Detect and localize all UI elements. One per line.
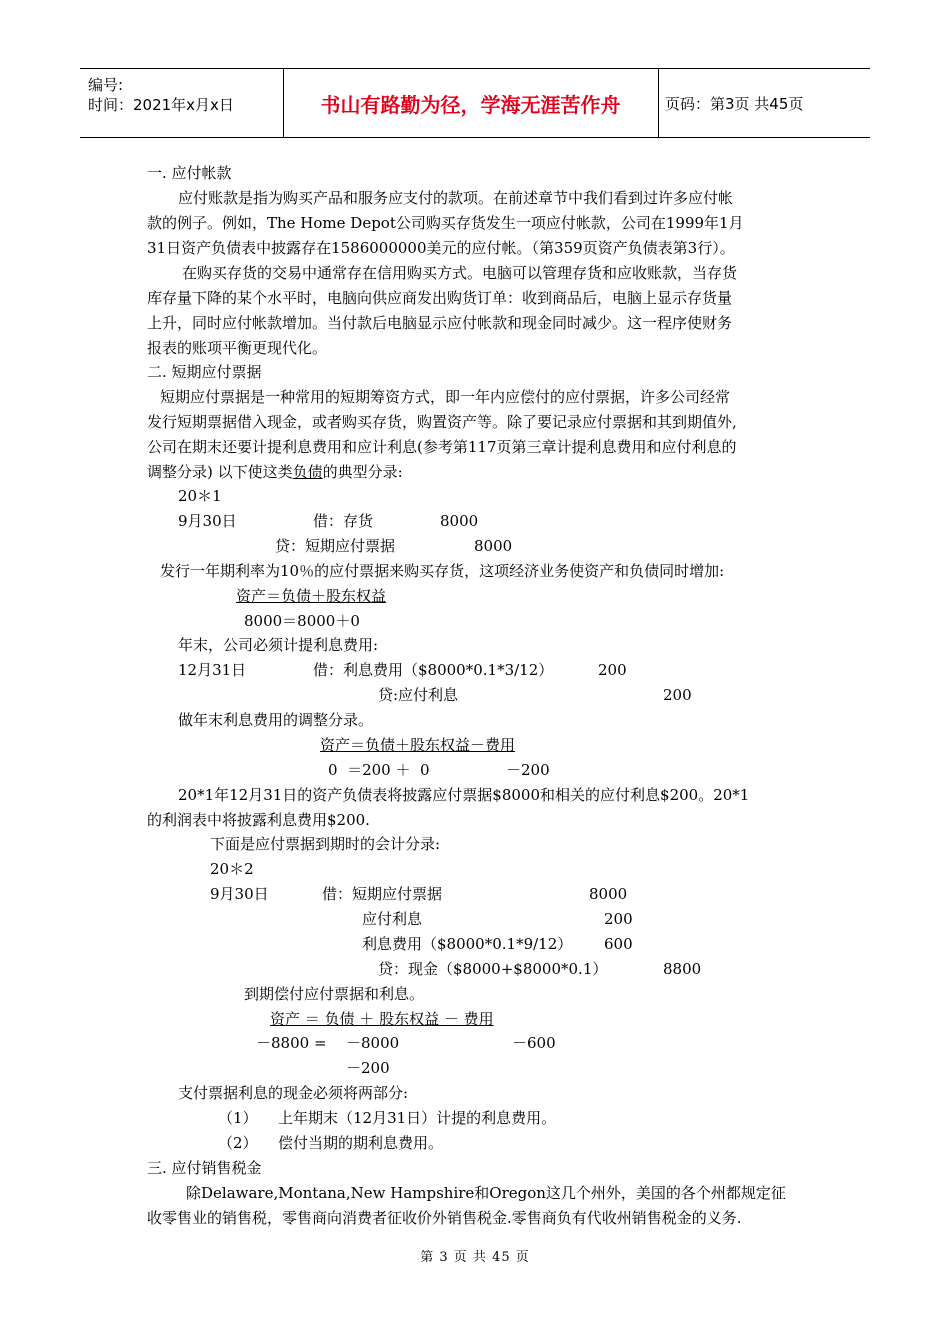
entry-debit: 借：存货 bbox=[313, 512, 374, 530]
header-page-label: 页码：第3页 共45页 bbox=[665, 94, 804, 113]
equation-header: 资产＝负债＋股东权益 bbox=[236, 587, 387, 605]
section-heading: 一. 应付帐款 bbox=[147, 164, 232, 182]
underlined-term: 负债 bbox=[292, 463, 323, 481]
paragraph-line: 公司在期末还要计提利息费用和应计利息(参考第117页第三章计提利息费用和应付利息的 bbox=[147, 438, 737, 456]
equation-header: 资产＝负债＋股东权益－费用 bbox=[320, 736, 516, 754]
equation-values: －200 bbox=[346, 1059, 390, 1077]
paragraph-line: 下面是应付票据到期时的会计分录: bbox=[210, 835, 441, 853]
equation-values: －8800 = bbox=[256, 1034, 327, 1052]
paragraph-line bbox=[147, 462, 403, 482]
section-heading: 三. 应付销售税金 bbox=[147, 1159, 262, 1177]
paragraph-line: 收零售业的销售税，零售商向消费者征收价外销售税金.零售商负有代收州销售税金的义务. bbox=[147, 1209, 742, 1227]
entry-date: 9月30日 bbox=[210, 885, 269, 903]
header-motto: 书山有路勤为径，学海无涯苦作舟 bbox=[320, 92, 621, 117]
paragraph-line: 款的例子。例如，The Home Depot公司购买存货发生一项应付帐款，公司在1999年1月 bbox=[147, 214, 744, 232]
entry-debit: 应付利息 bbox=[362, 910, 423, 928]
paragraph-line: 短期应付票据是一种常用的短期筹资方式，即一年内应偿付的应付票据，许多公司经常 bbox=[160, 388, 731, 406]
list-item: 上年期末（12月31日）计提的利息费用。 bbox=[278, 1109, 557, 1127]
entry-debit: 利息费用（$8000*0.1*9/12） bbox=[362, 935, 573, 953]
equation-values: 8000＝8000＋0 bbox=[244, 612, 360, 630]
header-divider bbox=[658, 69, 659, 137]
entry-amount: 200 bbox=[604, 910, 633, 928]
entry-date: 9月30日 bbox=[178, 512, 237, 530]
list-marker: （1） bbox=[218, 1109, 258, 1127]
equation-values: －200 bbox=[506, 761, 550, 779]
equation-values: －8000 bbox=[346, 1034, 400, 1052]
entry-date: 12月31日 bbox=[178, 661, 247, 679]
equation-values: －600 bbox=[512, 1034, 556, 1052]
equation-header: 资产 ＝ 负债 ＋ 股东权益 － 费用 bbox=[270, 1010, 494, 1028]
paragraph-line: 支付票据利息的现金必须将两部分: bbox=[178, 1084, 409, 1102]
section-heading: 二. 短期应付票据 bbox=[147, 363, 262, 381]
entry-amount: 200 bbox=[663, 686, 692, 704]
paragraph-text: 调整分录) 以下使这类 bbox=[147, 463, 293, 481]
page-header bbox=[80, 68, 870, 138]
paragraph-line: 发行短期票据借入现金，或者购买存货，购置资产等。除了要记录应付票据和其到期值外, bbox=[147, 413, 737, 431]
time-label: 时间：2021年x月x日 bbox=[88, 96, 234, 114]
paragraph-line: 到期偿付应付票据和利息。 bbox=[244, 985, 425, 1003]
paragraph-text: 的典型分录: bbox=[322, 463, 403, 481]
equation-values: 0 ＝200 ＋ 0 bbox=[328, 761, 430, 779]
list-item: 偿付当期的期利息费用。 bbox=[278, 1134, 444, 1152]
paragraph-line: 的利润表中将披露利息费用$200. bbox=[147, 811, 370, 829]
paragraph-line: 上升，同时应付帐款增加。当付款后电脑显示应付帐款和现金同时减少。这一程序使财务 bbox=[147, 314, 733, 332]
paragraph-line: 在购买存货的交易中通常存在信用购买方式。电脑可以管理存货和应收账款，当存货 bbox=[182, 264, 738, 282]
paragraph-line: 报表的账项平衡更现代化。 bbox=[147, 339, 328, 357]
paragraph-line: 20*1年12月31日的资产负债表将披露应付票据$8000和相关的应付利息$200。20*1 bbox=[178, 786, 750, 804]
entry-credit: 贷:应付利息 bbox=[378, 686, 459, 704]
paragraph-line: 做年末利息费用的调整分录。 bbox=[178, 711, 374, 729]
page-footer: 第 3 页 共 45 页 bbox=[420, 1250, 530, 1265]
entry-amount: 8000 bbox=[589, 885, 628, 903]
paragraph-line: 发行一年期利率为10％的应付票据来购买存货，这项经济业务使资产和负债同时增加: bbox=[160, 562, 725, 580]
entry-credit: 贷：短期应付票据 bbox=[275, 537, 396, 555]
entry-amount: 200 bbox=[598, 661, 627, 679]
entry-year: 20＊2 bbox=[210, 860, 254, 878]
entry-year: 20＊1 bbox=[178, 487, 222, 505]
entry-amount: 8000 bbox=[474, 537, 513, 555]
entry-amount: 600 bbox=[604, 935, 633, 953]
paragraph-line: 31日资产负债表中披露存在1586000000美元的应付帐。（第359页资产负债表第3行）。 bbox=[147, 239, 735, 257]
paragraph-line: 库存量下降的某个水平时，电脑向供应商发出购货订单：收到商品后，电脑上显示存货量 bbox=[147, 289, 733, 307]
paragraph-line: 年末，公司必须计提利息费用: bbox=[178, 636, 379, 654]
number-label: 编号: bbox=[88, 76, 124, 94]
entry-debit: 借：利息费用（$8000*0.1*3/12） bbox=[313, 661, 554, 679]
list-marker: （2） bbox=[218, 1134, 258, 1152]
entry-amount: 8800 bbox=[663, 960, 702, 978]
entry-amount: 8000 bbox=[440, 512, 479, 530]
entry-debit: 借：短期应付票据 bbox=[322, 885, 443, 903]
paragraph-line: 应付账款是指为购买产品和服务应支付的款项。在前述章节中我们看到过许多应付帐 bbox=[178, 189, 734, 207]
header-meta bbox=[88, 75, 234, 115]
paragraph-line: 除Delaware,Montana,New Hampshire和Oregon这几个州外，美国的各个州都规定征 bbox=[186, 1184, 786, 1202]
entry-credit: 贷：现金（$8000+$8000*0.1） bbox=[378, 960, 608, 978]
